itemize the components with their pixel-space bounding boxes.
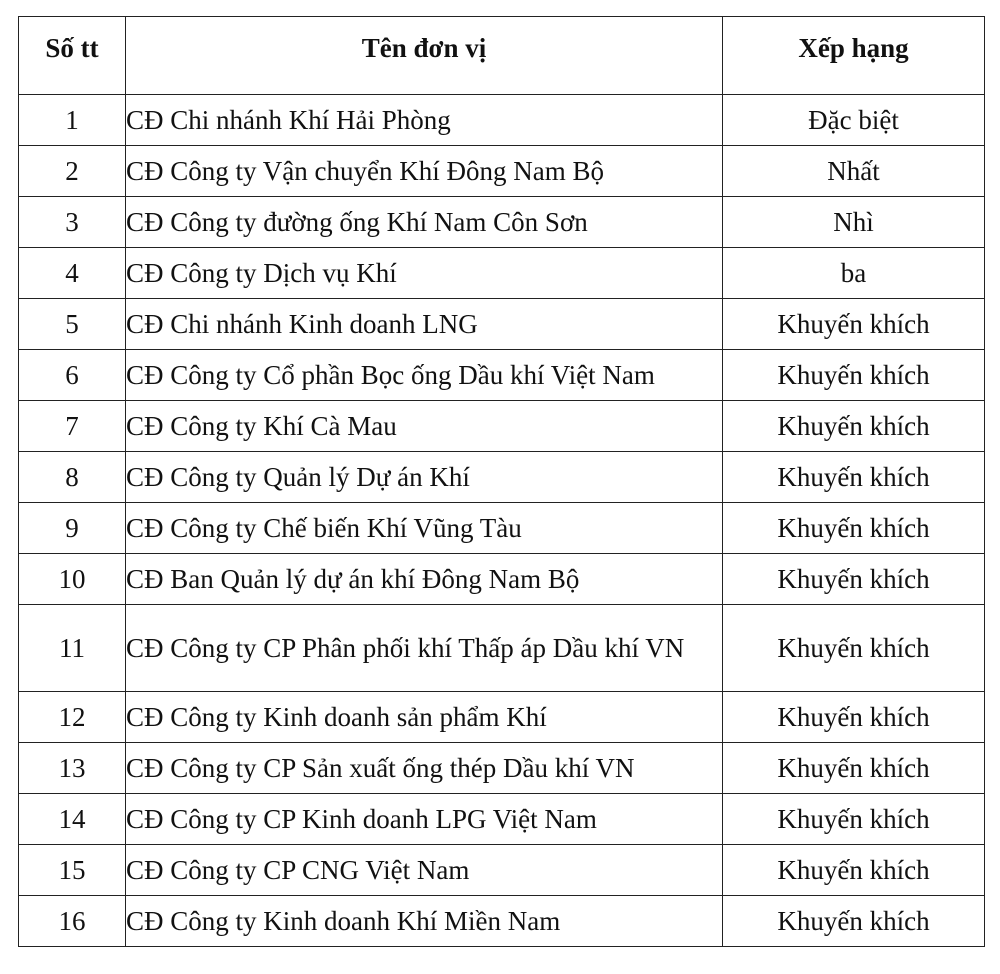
unit-name: CĐ Công ty Kinh doanh sản phẩm Khí bbox=[126, 692, 723, 743]
row-number: 13 bbox=[19, 743, 126, 794]
rank-value: Đặc biệt bbox=[723, 95, 985, 146]
table-row bbox=[19, 401, 985, 452]
table-row bbox=[19, 146, 985, 197]
table-header-row bbox=[19, 17, 985, 95]
row-number: 16 bbox=[19, 896, 126, 947]
table-row bbox=[19, 95, 985, 146]
row-number: 2 bbox=[19, 146, 126, 197]
rank-value: Khuyến khích bbox=[723, 350, 985, 401]
rank-value: Nhì bbox=[723, 197, 985, 248]
row-number: 10 bbox=[19, 554, 126, 605]
unit-name: CĐ Ban Quản lý dự án khí Đông Nam Bộ bbox=[126, 554, 723, 605]
row-number: 15 bbox=[19, 845, 126, 896]
table-row bbox=[19, 350, 985, 401]
row-number: 4 bbox=[19, 248, 126, 299]
row-number: 14 bbox=[19, 794, 126, 845]
table-row bbox=[19, 605, 985, 692]
rank-value: Khuyến khích bbox=[723, 401, 985, 452]
row-number: 3 bbox=[19, 197, 126, 248]
row-number: 12 bbox=[19, 692, 126, 743]
unit-name: CĐ Công ty Kinh doanh Khí Miền Nam bbox=[126, 896, 723, 947]
table-row bbox=[19, 554, 985, 605]
unit-name: CĐ Chi nhánh Khí Hải Phòng bbox=[126, 95, 723, 146]
table-row bbox=[19, 299, 985, 350]
rank-value: Khuyến khích bbox=[723, 743, 985, 794]
unit-name: CĐ Công ty Cổ phần Bọc ống Dầu khí Việt Nam bbox=[126, 350, 723, 401]
row-number: 6 bbox=[19, 350, 126, 401]
unit-name: CĐ Công ty đường ống Khí Nam Côn Sơn bbox=[126, 197, 723, 248]
header-rank: Xếp hạng bbox=[723, 17, 985, 95]
row-number: 7 bbox=[19, 401, 126, 452]
table-row bbox=[19, 248, 985, 299]
rank-value: Khuyến khích bbox=[723, 845, 985, 896]
rank-value: Khuyến khích bbox=[723, 299, 985, 350]
header-stt: Số tt bbox=[19, 17, 126, 95]
row-number: 11 bbox=[19, 605, 126, 692]
row-number: 9 bbox=[19, 503, 126, 554]
unit-name: CĐ Công ty CP CNG Việt Nam bbox=[126, 845, 723, 896]
table-row bbox=[19, 794, 985, 845]
rank-value: Nhất bbox=[723, 146, 985, 197]
unit-name: CĐ Công ty Khí Cà Mau bbox=[126, 401, 723, 452]
table-row bbox=[19, 197, 985, 248]
table-row bbox=[19, 743, 985, 794]
table-row bbox=[19, 845, 985, 896]
ranking-table bbox=[18, 16, 985, 947]
unit-name: CĐ Công ty Dịch vụ Khí bbox=[126, 248, 723, 299]
unit-name: CĐ Công ty Quản lý Dự án Khí bbox=[126, 452, 723, 503]
unit-name: CĐ Công ty Vận chuyển Khí Đông Nam Bộ bbox=[126, 146, 723, 197]
row-number: 1 bbox=[19, 95, 126, 146]
table-row bbox=[19, 692, 985, 743]
table-row bbox=[19, 452, 985, 503]
rank-value: Khuyến khích bbox=[723, 794, 985, 845]
rank-value: Khuyến khích bbox=[723, 605, 985, 692]
unit-name: CĐ Công ty CP Sản xuất ống thép Dầu khí VN bbox=[126, 743, 723, 794]
rank-value: Khuyến khích bbox=[723, 503, 985, 554]
table-row bbox=[19, 896, 985, 947]
unit-name: CĐ Chi nhánh Kinh doanh LNG bbox=[126, 299, 723, 350]
row-number: 5 bbox=[19, 299, 126, 350]
unit-name: CĐ Công ty Chế biến Khí Vũng Tàu bbox=[126, 503, 723, 554]
rank-value: Khuyến khích bbox=[723, 452, 985, 503]
rank-value: Khuyến khích bbox=[723, 554, 985, 605]
table-row bbox=[19, 503, 985, 554]
unit-name: CĐ Công ty CP Phân phối khí Thấp áp Dầu khí VN bbox=[126, 605, 723, 692]
unit-name: CĐ Công ty CP Kinh doanh LPG Việt Nam bbox=[126, 794, 723, 845]
row-number: 8 bbox=[19, 452, 126, 503]
header-unit-name: Tên đơn vị bbox=[126, 17, 723, 95]
rank-value: Khuyến khích bbox=[723, 692, 985, 743]
rank-value: ba bbox=[723, 248, 985, 299]
rank-value: Khuyến khích bbox=[723, 896, 985, 947]
